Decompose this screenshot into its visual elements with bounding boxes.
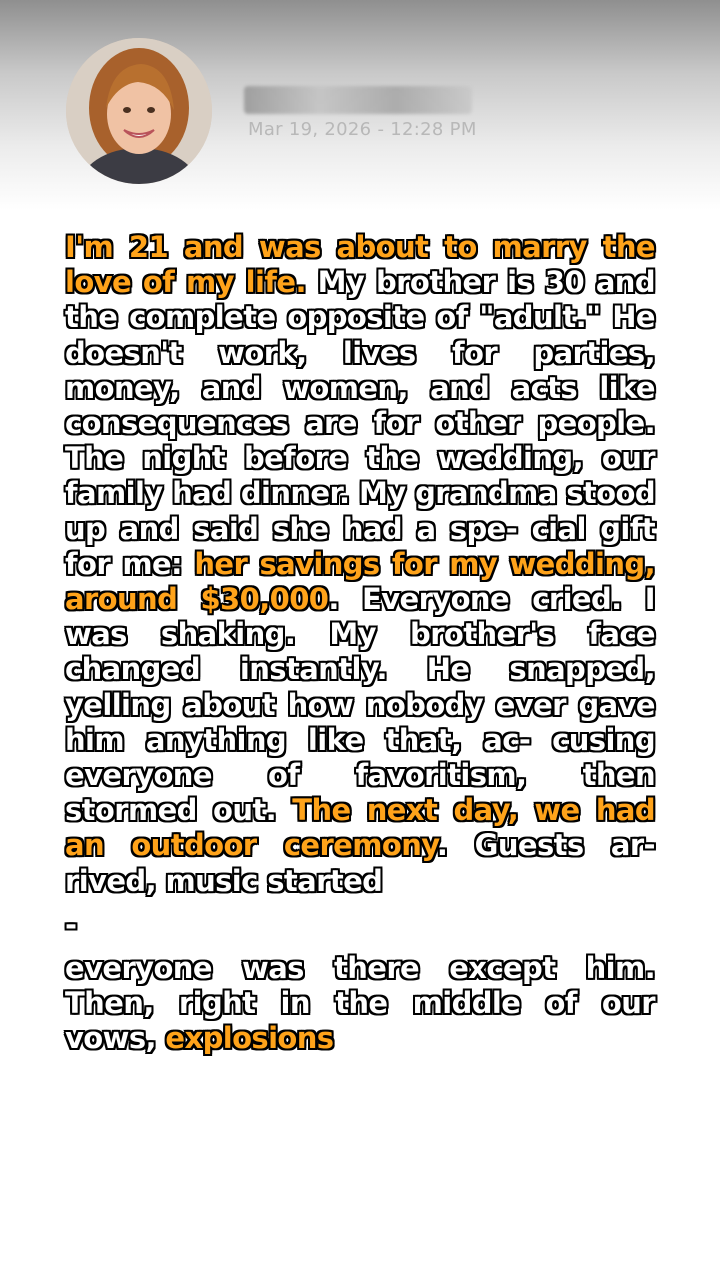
post-timestamp: Mar 19, 2026 - 12:28 PM — [248, 119, 477, 140]
avatar-portrait-icon — [66, 38, 212, 184]
story-text — [65, 230, 655, 1056]
story-paragraph-2 — [65, 951, 655, 1057]
highlight-text: The next day, we had an outdoor ceremony — [65, 793, 656, 863]
story-text-segment: everyone was there except him. Then, right in the middle of our vows, — [65, 950, 655, 1056]
highlight-text: explosions — [165, 1021, 334, 1056]
story-text-segment: My brother is 30 and the complete opposite of "adult." He doesn't work, lives for parties, money, and women, and acts like consequences are for other people. The night before the wedding, our family had dinner. My grandma stood up and said she had a spe- cial gift for me: — [65, 265, 655, 581]
highlight-text: I'm 21 and was about to marry the love of my life. — [65, 230, 655, 300]
story-text-segment: . Guests ar- rived, music started — [65, 828, 655, 898]
story-text-segment: . Everyone cried. I was shaking. My brother's face changed instantly. He snapped, yelling about how nobody ever gave him anything like that, ac- cusing everyone of favoritism, then stormed out. — [65, 582, 655, 828]
story-paragraph-1 — [65, 230, 655, 899]
avatar[interactable] — [66, 38, 212, 184]
username-redacted — [244, 86, 472, 114]
highlight-text: her savings for my wedding, around $30,000 — [65, 546, 655, 617]
story-separator: - — [65, 907, 77, 942]
